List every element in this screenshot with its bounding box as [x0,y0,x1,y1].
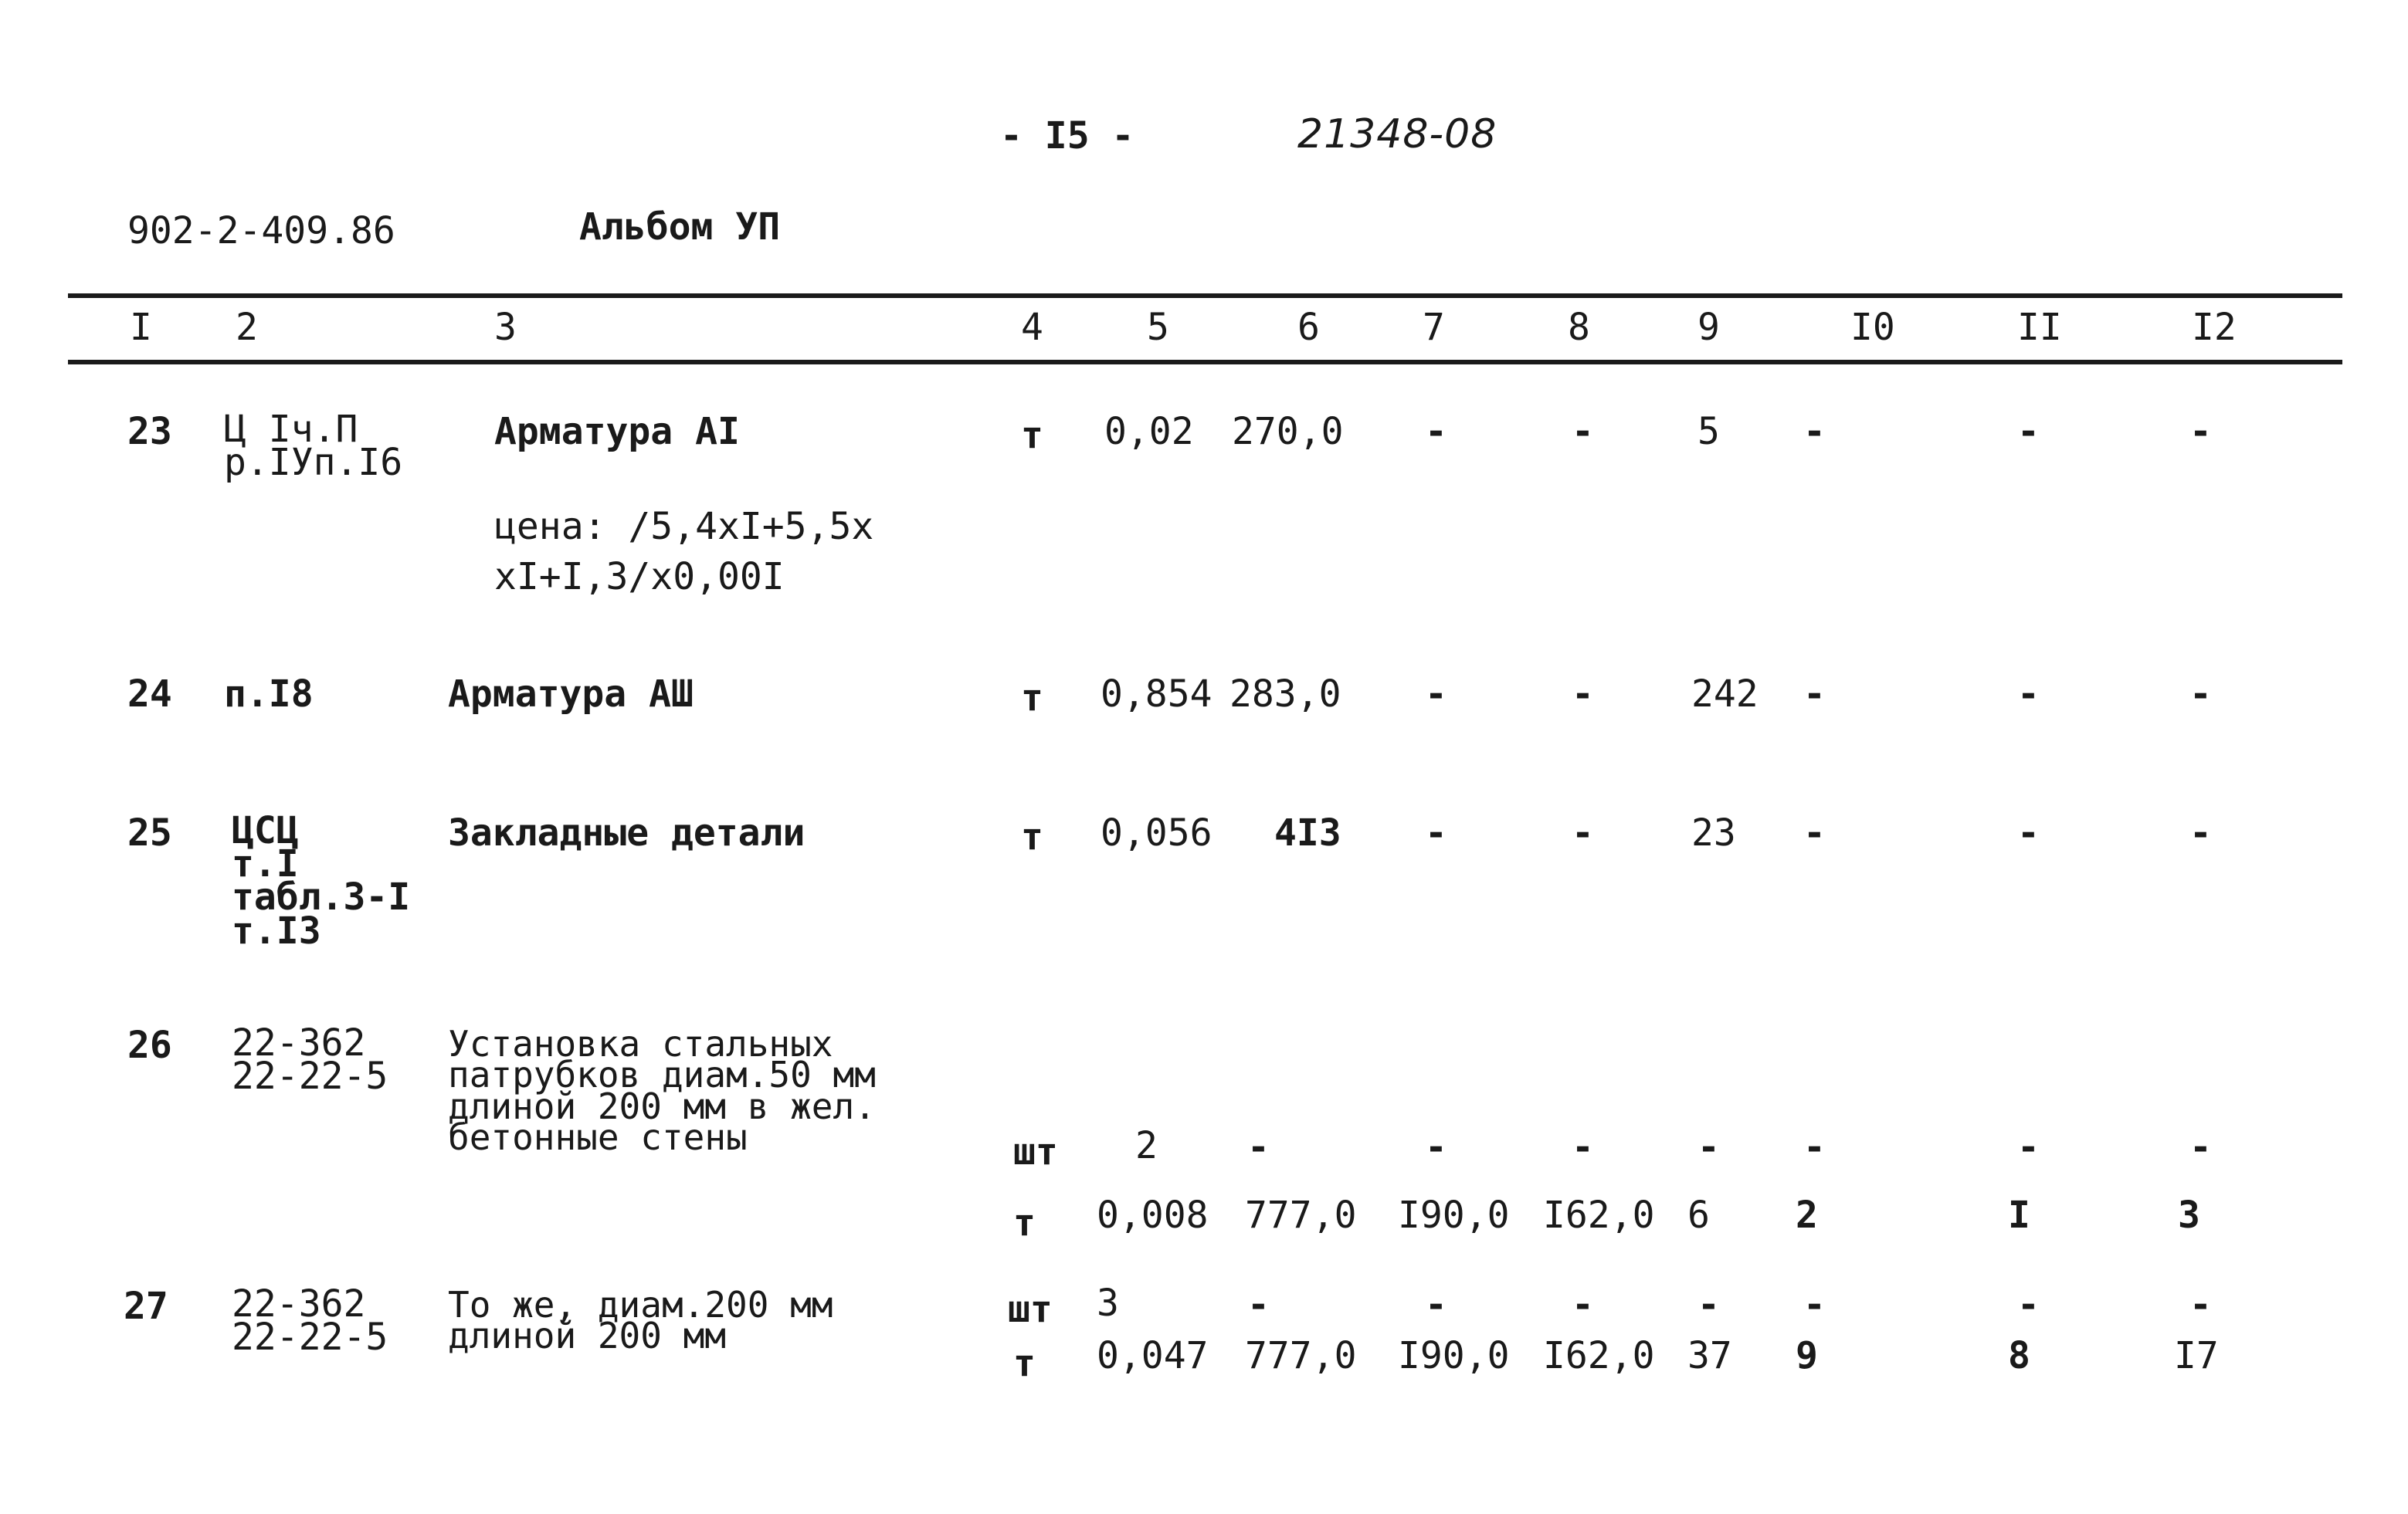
column-header: I0 [1850,306,1895,349]
col-11: - [2017,1283,2040,1326]
header-bottom-rule [68,360,2342,364]
document-code: 21348-08 [1297,111,1497,157]
col-7: - [1425,1126,1447,1169]
col-10: - [1803,1283,1826,1326]
col-11: - [2017,672,2040,716]
col-12: - [2189,410,2212,453]
unit-price: - [1247,1126,1270,1169]
column-header: I2 [2192,306,2237,349]
norm-reference: Ц Iч.П р.IУп.I6 [224,408,403,485]
unit: т [1021,815,1043,859]
norm-reference: п.I8 [224,672,314,716]
column-header: 9 [1697,306,1720,349]
unit: т [1021,414,1043,457]
col-9: 242 [1691,672,1759,716]
col-11: - [2017,1126,2040,1169]
column-header: II [2017,306,2062,349]
column-header: 4 [1021,306,1043,349]
col-12: 3 [2178,1194,2200,1237]
col-11: I [2008,1194,2030,1237]
norm-reference: 22-362 22-22-5 [232,1282,388,1360]
norm-reference: 22-362 22-22-5 [232,1021,388,1099]
col-12: - [2189,1126,2212,1169]
quantity: 0,854 [1101,672,1212,716]
col-9: 5 [1697,410,1720,453]
quantity: 0,047 [1097,1334,1209,1377]
col-11: 8 [2008,1334,2030,1377]
col-9: 6 [1687,1194,1710,1237]
unit: т [1021,676,1043,720]
unit-price: 777,0 [1245,1334,1357,1377]
quantity: 2 [1135,1124,1158,1167]
col-8: - [1572,1126,1594,1169]
col-9: - [1697,1126,1720,1169]
unit-price: - [1247,1283,1270,1326]
col-8: - [1572,672,1594,716]
col-12: I7 [2174,1334,2219,1377]
unit-price: 777,0 [1245,1194,1357,1237]
column-header: 5 [1147,306,1169,349]
col-8: - [1572,811,1594,855]
item-description: То же, диам.200 мм длиной 200 мм [448,1284,833,1357]
row-number: 23 [127,410,172,453]
row-number: 24 [127,672,172,716]
quantity: 0,008 [1097,1194,1209,1237]
price-note: цена: /5,4хI+5,5х хI+I,3/х0,00I [494,505,874,598]
col-12: - [2189,1283,2212,1326]
quantity: 0,056 [1101,811,1212,855]
column-header: I [130,306,152,349]
col-9: 23 [1691,811,1736,855]
unit-price: 270,0 [1232,410,1344,453]
col-7: - [1425,811,1447,855]
album-label: Альбом УП [579,205,781,249]
unit: т [1013,1201,1036,1245]
unit-price: 283,0 [1229,672,1341,716]
col-11: - [2017,811,2040,855]
column-header: 7 [1423,306,1445,349]
col-10: - [1803,410,1826,453]
col-7: - [1425,410,1447,453]
col-11: - [2017,410,2040,453]
unit: шт [1008,1288,1053,1331]
col-8: I62,0 [1543,1334,1655,1377]
page-number: - I5 - [1000,114,1134,157]
item-description: Установка стальных патрубков диам.50 мм длиной 200 мм в жел. бетонные стены [448,1023,876,1159]
quantity: 0,02 [1104,410,1194,453]
top-rule [68,293,2342,298]
item-description: Арматура АI [494,410,740,453]
col-7: - [1425,672,1447,716]
col-10: - [1803,672,1826,716]
col-10: - [1803,811,1826,855]
item-description: Закладные детали [448,811,805,855]
col-8: - [1572,410,1594,453]
column-header: 8 [1568,306,1590,349]
col-10: 2 [1796,1194,1818,1237]
col-8: - [1572,1283,1594,1326]
row-number: 27 [124,1285,168,1328]
item-description: Арматура АШ [448,672,694,716]
col-9: 37 [1687,1334,1732,1377]
col-7: - [1425,1283,1447,1326]
col-12: - [2189,672,2212,716]
col-10: 9 [1796,1334,1818,1377]
col-7: I90,0 [1398,1334,1510,1377]
col-12: - [2189,811,2212,855]
project-code: 902-2-409.86 [127,209,395,252]
col-8: I62,0 [1543,1194,1655,1237]
quantity: 3 [1097,1282,1119,1325]
col-7: I90,0 [1398,1194,1510,1237]
unit-price: 4I3 [1274,811,1341,855]
col-10: - [1803,1126,1826,1169]
column-header: 6 [1297,306,1320,349]
unit: т [1013,1342,1036,1385]
unit: шт [1013,1130,1058,1174]
col-9: - [1697,1283,1720,1326]
norm-reference: ЦСЦ т.I табл.3-I т.I3 [232,809,411,953]
row-number: 26 [127,1024,172,1067]
column-header: 2 [236,306,258,349]
row-number: 25 [127,811,172,855]
column-header: 3 [494,306,517,349]
